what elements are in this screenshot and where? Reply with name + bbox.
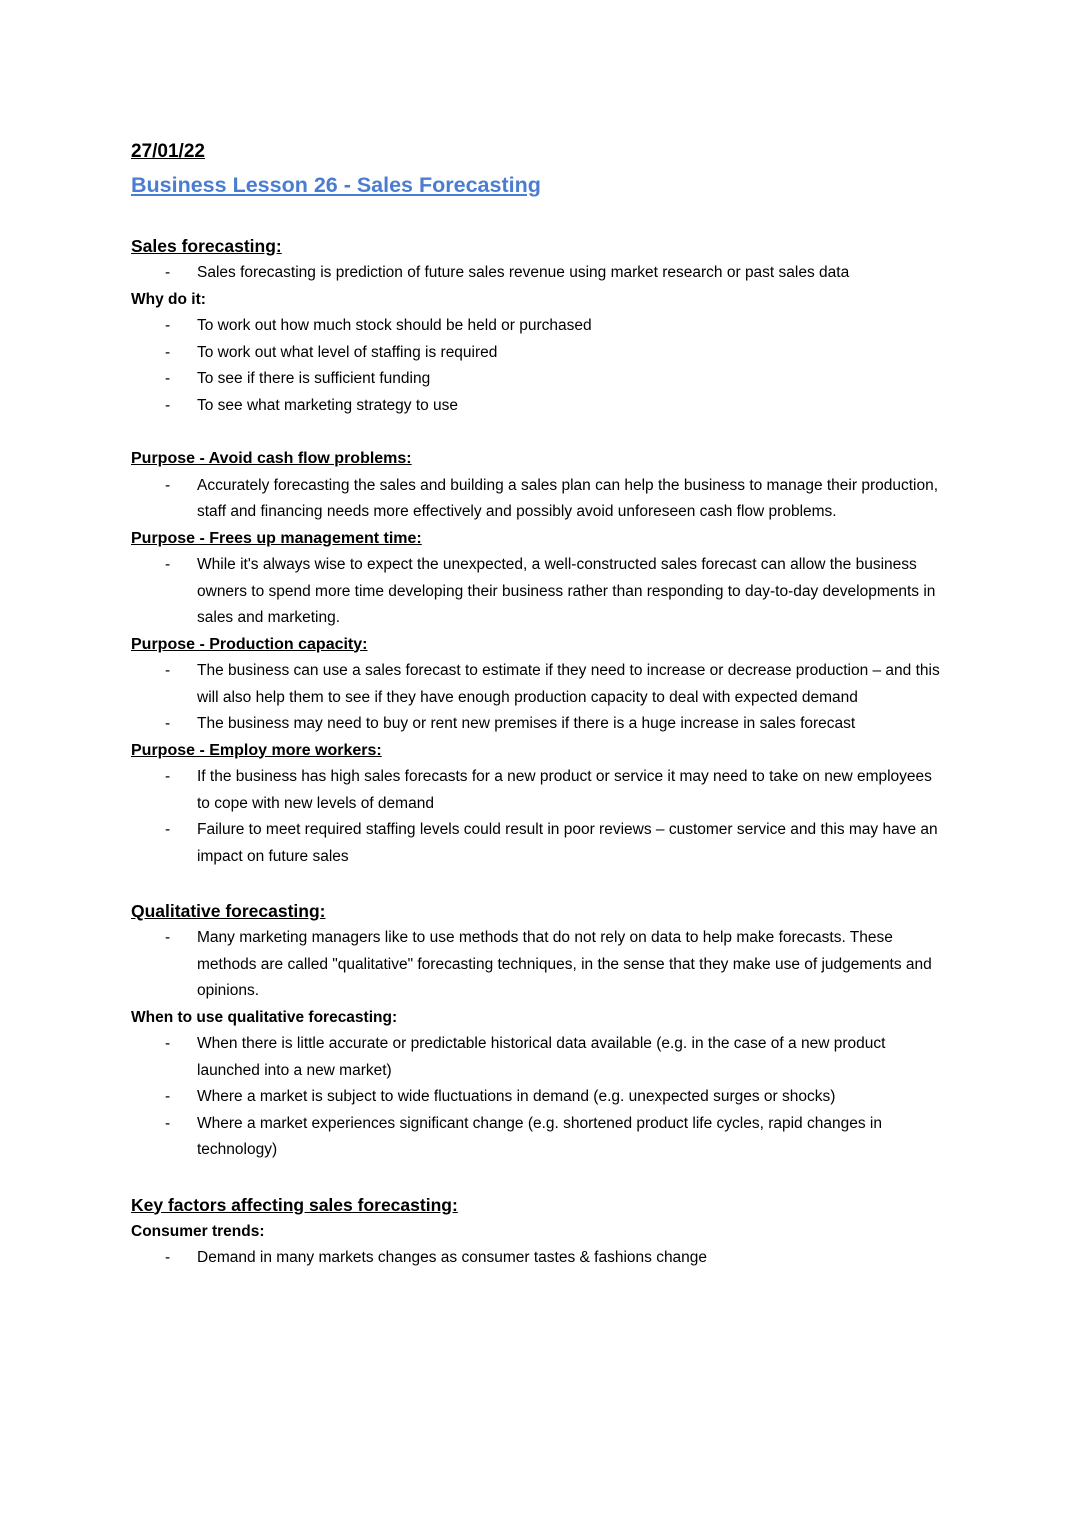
- bullet-dash-marker: -: [165, 264, 171, 281]
- bullet-item: [131, 1111, 942, 1164]
- bullet-text: Accurately forecasting the sales and building a sales plan can help the business to manage their production, staff and financing needs more effectively and possibly avoid unforeseen cash flow problems.: [197, 476, 939, 520]
- bullet-item: [131, 313, 942, 340]
- paragraph-spacer: [131, 419, 942, 446]
- subsection-heading-frees-up-time: Purpose - Frees up management time:: [131, 529, 422, 547]
- bullet-dash-marker: -: [165, 1114, 171, 1132]
- bold-heading-consumer-trends: Consumer trends:: [131, 1222, 265, 1240]
- bullet-item: [131, 1245, 942, 1272]
- bullet-text: Many marketing managers like to use methods that do not rely on data to help make forecasts. These methods are called "qualitative" forecasting techniques, in the sense that they make use of judgements and opinions.: [197, 929, 932, 999]
- bullet-text: Sales forecasting is prediction of future sales revenue using market research or past sales data: [197, 264, 850, 281]
- bullet-text: Failure to meet required staffing levels could result in poor reviews – customer service and this may have an impact on future sales: [197, 821, 938, 865]
- bullet-dash-marker: -: [165, 821, 171, 838]
- paragraph-spacer: [131, 870, 942, 897]
- paragraph-spacer: [131, 205, 942, 232]
- bullet-text: Where a market is subject to wide fluctuations in demand (e.g. unexpected surges or shocks): [197, 1088, 836, 1105]
- bullet-dash-marker: -: [165, 662, 171, 679]
- bullet-item: [131, 340, 942, 367]
- bullet-item: [131, 393, 942, 420]
- section-heading-sales-forecasting: Sales forecasting:: [131, 236, 282, 256]
- bullet-dash-marker: -: [165, 370, 171, 387]
- bullet-text: To see if there is sufficient funding: [197, 370, 431, 387]
- bold-heading-when-to-use: When to use qualitative forecasting:: [131, 1008, 398, 1026]
- bullet-dash-marker: -: [165, 556, 171, 573]
- subsection-heading-production-capacity: Purpose - Production capacity:: [131, 635, 368, 653]
- bullet-item: [131, 817, 942, 870]
- bullet-dash-marker: -: [165, 343, 171, 361]
- bullet-text: The business can use a sales forecast to estimate if they need to increase or decrease production – and this will also help them to see if they have enough production capacity to deal with expected demand: [197, 662, 940, 706]
- bullet-dash-marker: -: [165, 476, 171, 494]
- bullet-item: [131, 260, 942, 287]
- bullet-dash-marker: -: [165, 317, 171, 334]
- bullet-dash-marker: -: [165, 1035, 171, 1052]
- bullet-item: [131, 1031, 942, 1084]
- section-heading-key-factors: Key factors affecting sales forecasting:: [131, 1194, 458, 1215]
- subsection-heading-avoid-cash-flow: Purpose - Avoid cash flow problems:: [131, 450, 412, 467]
- bullet-text: To see what marketing strategy to use: [197, 396, 459, 414]
- bullet-text: Where a market experiences significant change (e.g. shortened product life cycles, rapid changes in technology): [197, 1114, 882, 1158]
- bullet-item: [131, 764, 942, 817]
- bullet-text: To work out what level of staffing is required: [197, 343, 498, 361]
- bullet-item: [131, 658, 942, 711]
- document-title-link: [131, 168, 942, 205]
- bullet-item: [131, 366, 942, 393]
- bullet-text: The business may need to buy or rent new premises if there is a huge increase in sales forecast: [197, 715, 856, 732]
- bullet-dash-marker: -: [165, 1249, 171, 1266]
- section-heading-qualitative-forecasting: Qualitative forecasting:: [131, 901, 326, 921]
- paragraph-spacer: [131, 1164, 942, 1191]
- bullet-text: While it's always wise to expect the unexpected, a well-constructed sales forecast can allow the business owners to spend more time developing their business rather than responding to day-to-day developments in sales and marketing.: [197, 556, 936, 626]
- bullet-dash-marker: -: [165, 1088, 171, 1105]
- bullet-dash-marker: -: [165, 396, 171, 414]
- document-title-link[interactable]: Business Lesson 26 - Sales Forecasting: [131, 173, 541, 197]
- bullet-dash-marker: -: [165, 768, 171, 785]
- bullet-text: When there is little accurate or predictable historical data available (e.g. in the case of a new product launched into a new market): [197, 1035, 886, 1079]
- date-heading: 27/01/22: [131, 141, 205, 162]
- bullet-text: If the business has high sales forecasts for a new product or service it may need to take on new employees to cope with new levels of demand: [197, 768, 932, 812]
- bullet-text: To work out how much stock should be held or purchased: [197, 317, 592, 334]
- bullet-item: [131, 925, 942, 1005]
- bullet-dash-marker: -: [165, 929, 171, 946]
- bullet-item: [131, 711, 942, 738]
- bullet-dash-marker: -: [165, 715, 171, 732]
- subsection-heading-employ-more-workers: Purpose - Employ more workers:: [131, 741, 382, 759]
- bullet-item: [131, 1084, 942, 1111]
- bullet-text: Demand in many markets changes as consumer tastes & fashions change: [197, 1249, 708, 1266]
- bullet-item: [131, 473, 942, 526]
- bullet-item: [131, 552, 942, 632]
- bold-heading-why-do-it: Why do it:: [131, 290, 206, 308]
